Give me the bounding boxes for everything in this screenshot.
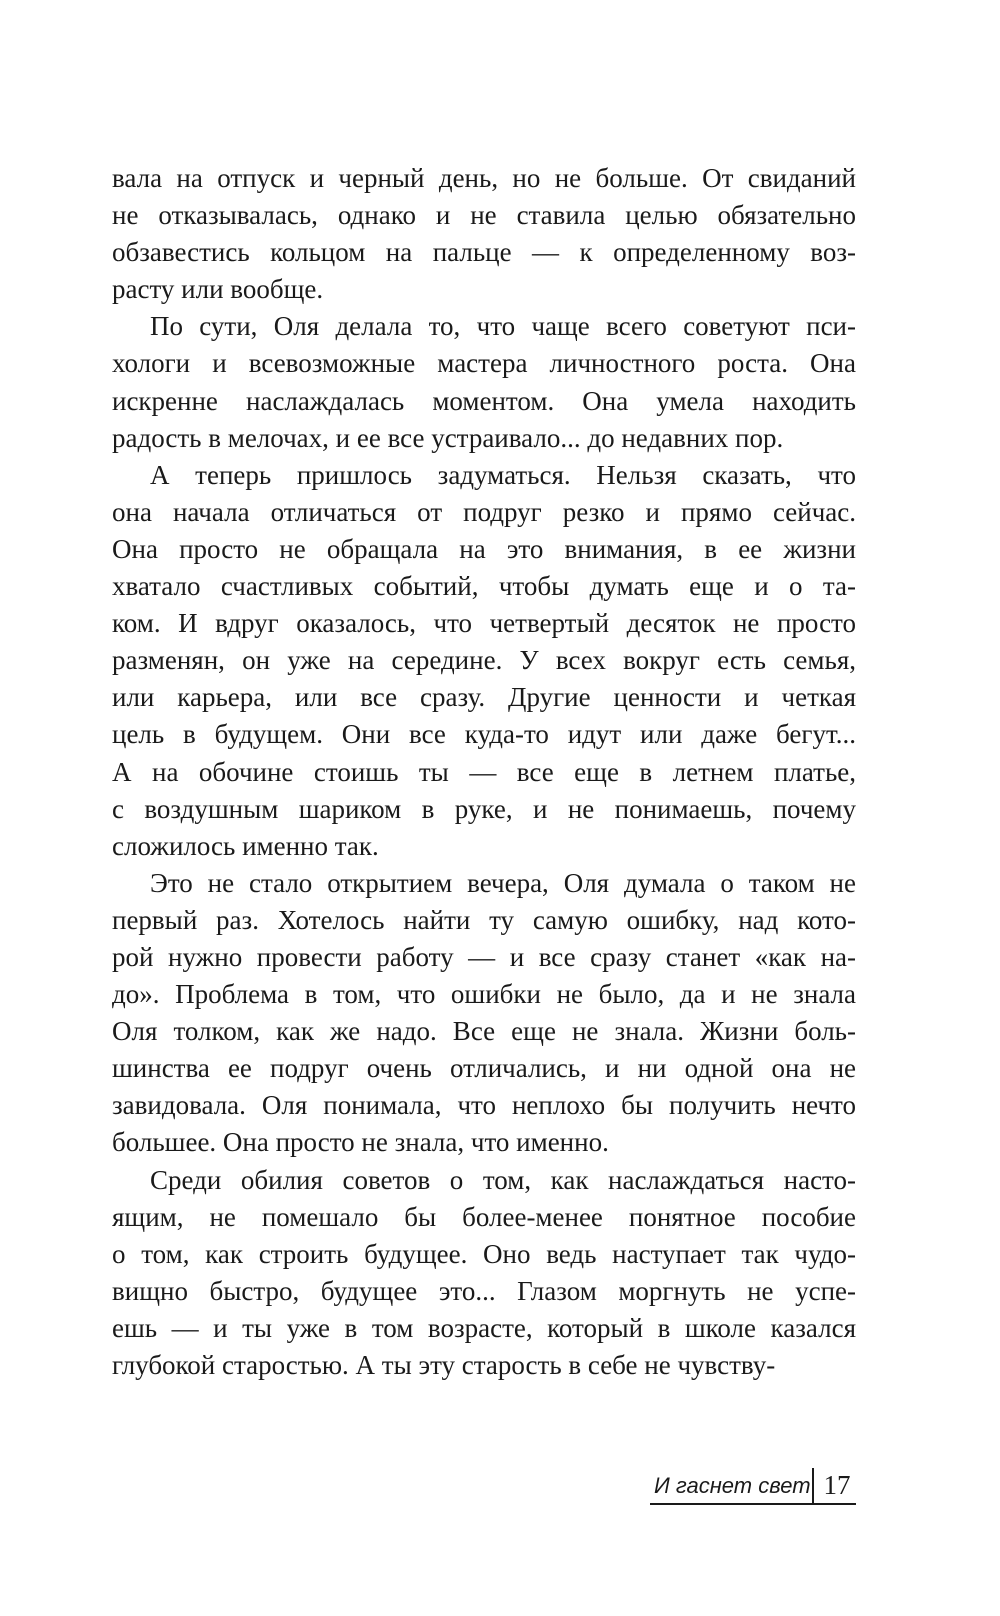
- page-footer: [650, 1468, 856, 1506]
- text-line: не отказывалась, однако и не ставила целью обязательно: [112, 200, 856, 231]
- footer-divider: [812, 1468, 814, 1505]
- text-line: завидовала. Оля понимала, что неплохо бы получить нечто: [112, 1090, 856, 1121]
- text-line: вищно быстро, будущее это... Глазом моргнуть не успе-: [112, 1275, 856, 1306]
- text-line: хватало счастливых событий, чтобы думать еще и о та-: [112, 571, 856, 602]
- paragraph: [112, 457, 856, 865]
- text-line: А теперь пришлось задуматься. Нельзя сказать, что: [150, 459, 856, 490]
- text-line: сложилось именно так.: [112, 830, 379, 861]
- text-line: По сути, Оля делала то, что чаще всего советуют пси-: [150, 311, 856, 342]
- paragraph: [112, 1162, 856, 1385]
- text-line: Оля толком, как же надо. Все еще не знала. Жизни боль-: [112, 1016, 856, 1047]
- paragraph: [112, 160, 856, 308]
- body-text: [112, 160, 856, 1384]
- text-line: Это не стало открытием вечера, Оля думала о таком не: [150, 867, 856, 898]
- text-line: шинства ее подруг очень отличались, и ни одной она не: [112, 1053, 856, 1084]
- text-line: большее. Она просто не знала, что именно.: [112, 1127, 609, 1158]
- text-line: обзавестись кольцом на пальце — к определенному воз-: [112, 237, 856, 268]
- paragraph: [112, 865, 856, 1162]
- text-line: рой нужно провести работу — и все сразу станет «как на-: [112, 941, 856, 972]
- text-line: искренне наслаждалась моментом. Она умела находить: [112, 385, 856, 416]
- text-line: Среди обилия советов о том, как наслаждаться насто-: [150, 1164, 856, 1195]
- text-line: ящим, не помешало бы более-менее понятное пособие: [112, 1201, 856, 1232]
- text-line: она начала отличаться от подруг резко и прямо сейчас.: [112, 496, 856, 527]
- text-line: о том, как строить будущее. Оно ведь наступает так чудо-: [112, 1238, 856, 1269]
- text-line: ком. И вдруг оказалось, что четвертый десяток не просто: [112, 608, 856, 639]
- text-line: разменян, он уже на середине. У всех вокруг есть семья,: [112, 645, 856, 676]
- text-line: первый раз. Хотелось найти ту самую ошибку, над кото-: [112, 904, 856, 935]
- text-line: цель в будущем. Они все куда-то идут или даже бегут...: [112, 719, 856, 750]
- text-line: глубокой старостью. А ты эту старость в себе не чувству-: [112, 1350, 776, 1380]
- running-title: И гаснет свет: [654, 1473, 811, 1498]
- text-line: вала на отпуск и черный день, но не больше. От свиданий: [112, 163, 856, 193]
- text-line: до». Проблема в том, что ошибки не было, да и не знала: [112, 979, 856, 1010]
- footer-rule: [650, 1503, 856, 1505]
- text-line: А на обочине стоишь ты — все еще в летнем платье,: [112, 756, 856, 787]
- text-line: расту или вообще.: [112, 274, 324, 305]
- page-number: 17: [823, 1470, 851, 1500]
- paragraph: [112, 308, 856, 456]
- text-line: хологи и всевозможные мастера личностного роста. Она: [112, 348, 856, 379]
- text-line: с воздушным шариком в руке, и не понимаешь, почему: [112, 793, 856, 824]
- text-line: ешь — и ты уже в том возрасте, который в школе казался: [112, 1312, 856, 1343]
- text-line: Она просто не обращала на это внимания, в ее жизни: [112, 533, 856, 564]
- text-line: или карьера, или все сразу. Другие ценности и четкая: [112, 682, 856, 713]
- text-line: радость в мелочах, и ее все устраивало... до недавних пор.: [112, 422, 784, 453]
